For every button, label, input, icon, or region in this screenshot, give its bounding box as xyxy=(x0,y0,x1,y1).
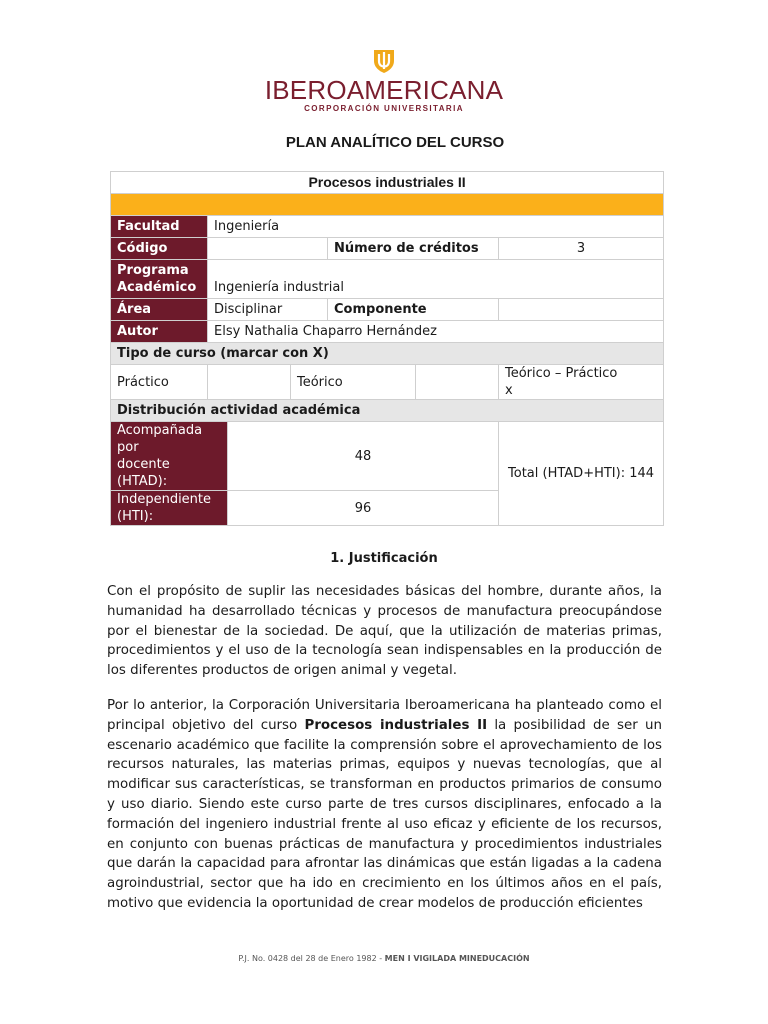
autor-label: Autor xyxy=(111,321,208,343)
autor-value: Elsy Nathalia Chaparro Hernández xyxy=(208,321,664,343)
creditos-value: 3 xyxy=(499,238,664,260)
footer-bold-text: MEN I VIGILADA MINEDUCACIÓN xyxy=(384,954,530,963)
programa-label xyxy=(111,260,208,299)
programa-label-line-2: Académico xyxy=(117,280,197,295)
practico-label: Práctico xyxy=(111,365,208,400)
institution-logo xyxy=(0,48,768,113)
footer xyxy=(0,954,768,963)
logo-name: IBEROAMERICANA xyxy=(264,75,504,105)
htad-value: 48 xyxy=(228,422,499,491)
componente-value xyxy=(499,299,664,321)
practico-mark xyxy=(208,365,291,400)
justificacion-title: 1. Justificación xyxy=(330,551,438,566)
teorico-mark xyxy=(416,365,499,400)
teorico-label: Teórico xyxy=(291,365,416,400)
orange-band xyxy=(111,194,664,216)
teorico-practico-cell xyxy=(499,365,664,400)
programa-value: Ingeniería industrial xyxy=(208,260,664,299)
htad-label xyxy=(111,422,228,491)
document-title: PLAN ANALÍTICO DEL CURSO xyxy=(285,134,505,151)
area-value: Disciplinar xyxy=(208,299,328,321)
componente-label: Componente xyxy=(328,299,499,321)
justificacion-paragraph-2 xyxy=(107,696,662,914)
codigo-value xyxy=(208,238,328,260)
facultad-value: Ingeniería xyxy=(208,216,664,238)
htad-label-line-2: docente (HTAD): xyxy=(117,457,170,489)
htad-label-line-1: Acompañada por xyxy=(117,423,203,455)
teorico-practico-mark: x xyxy=(505,383,513,398)
distribucion-heading: Distribución actividad académica xyxy=(111,400,664,422)
programa-label-line-1: Programa xyxy=(117,263,189,278)
paragraph-2-rest: la posibilidad de ser un escenario académico que facilite la comprensión sobre el aprovechamiento de los recursos naturales, las materias primas, equipos y nuevas tecnologías, que al modificar sus características, se transforman en productos primarios de consumo y uso diario. Siendo este curso parte de tres cursos disciplinares, enfocado a la formación del ingeniero industrial frente al uso eficaz y eficiente de los recursos, en conjunto con buenas prácticas de manufactura y procedimientos industriales que darán la capacidad para afrontar las dinámicas que están ligadas a la cadena agroindustrial, sector que ha ido en crecimiento en los últimos años en el país, motivo que evidencia la oportunidad de crear modelos de producción eficientes xyxy=(107,717,662,911)
codigo-label: Código xyxy=(111,238,208,260)
justificacion-paragraph-1: Con el propósito de suplir las necesidades básicas del hombre, durante años, la humanidad ha desarrollado técnicas y procesos de manufactura preocupándose por el bienestar de la sociedad. De aquí, que la utilización de materias primas, procedimientos y el uso de la tecnología sean indispensables en la producción de los diferentes productos de origen animal y vegetal. xyxy=(107,584,662,679)
teorico-practico-label: Teórico – Práctico xyxy=(505,366,618,381)
hti-label: Independiente (HTI): xyxy=(111,491,228,526)
shield-logo-icon xyxy=(371,48,397,74)
course-name: Procesos industriales II xyxy=(111,172,664,194)
paragraph-2-start: Por lo anterior, la Corporación Universitaria Iberoamericana ha planteado como el principal objetivo del curso xyxy=(107,698,662,733)
creditos-label: Número de créditos xyxy=(328,238,499,260)
course-name-inline: Procesos industriales II xyxy=(304,717,488,733)
course-plan-table xyxy=(110,171,664,526)
facultad-label: Facultad xyxy=(111,216,208,238)
total-hours: Total (HTAD+HTI): 144 xyxy=(499,422,664,526)
hti-value: 96 xyxy=(228,491,499,526)
tipo-curso-heading: Tipo de curso (marcar con X) xyxy=(111,343,664,365)
footer-text: P.J. No. 0428 del 28 de Enero 1982 - xyxy=(238,954,385,963)
area-label: Área xyxy=(111,299,208,321)
logo-subtitle: CORPORACIÓN UNIVERSITARIA xyxy=(304,104,464,113)
